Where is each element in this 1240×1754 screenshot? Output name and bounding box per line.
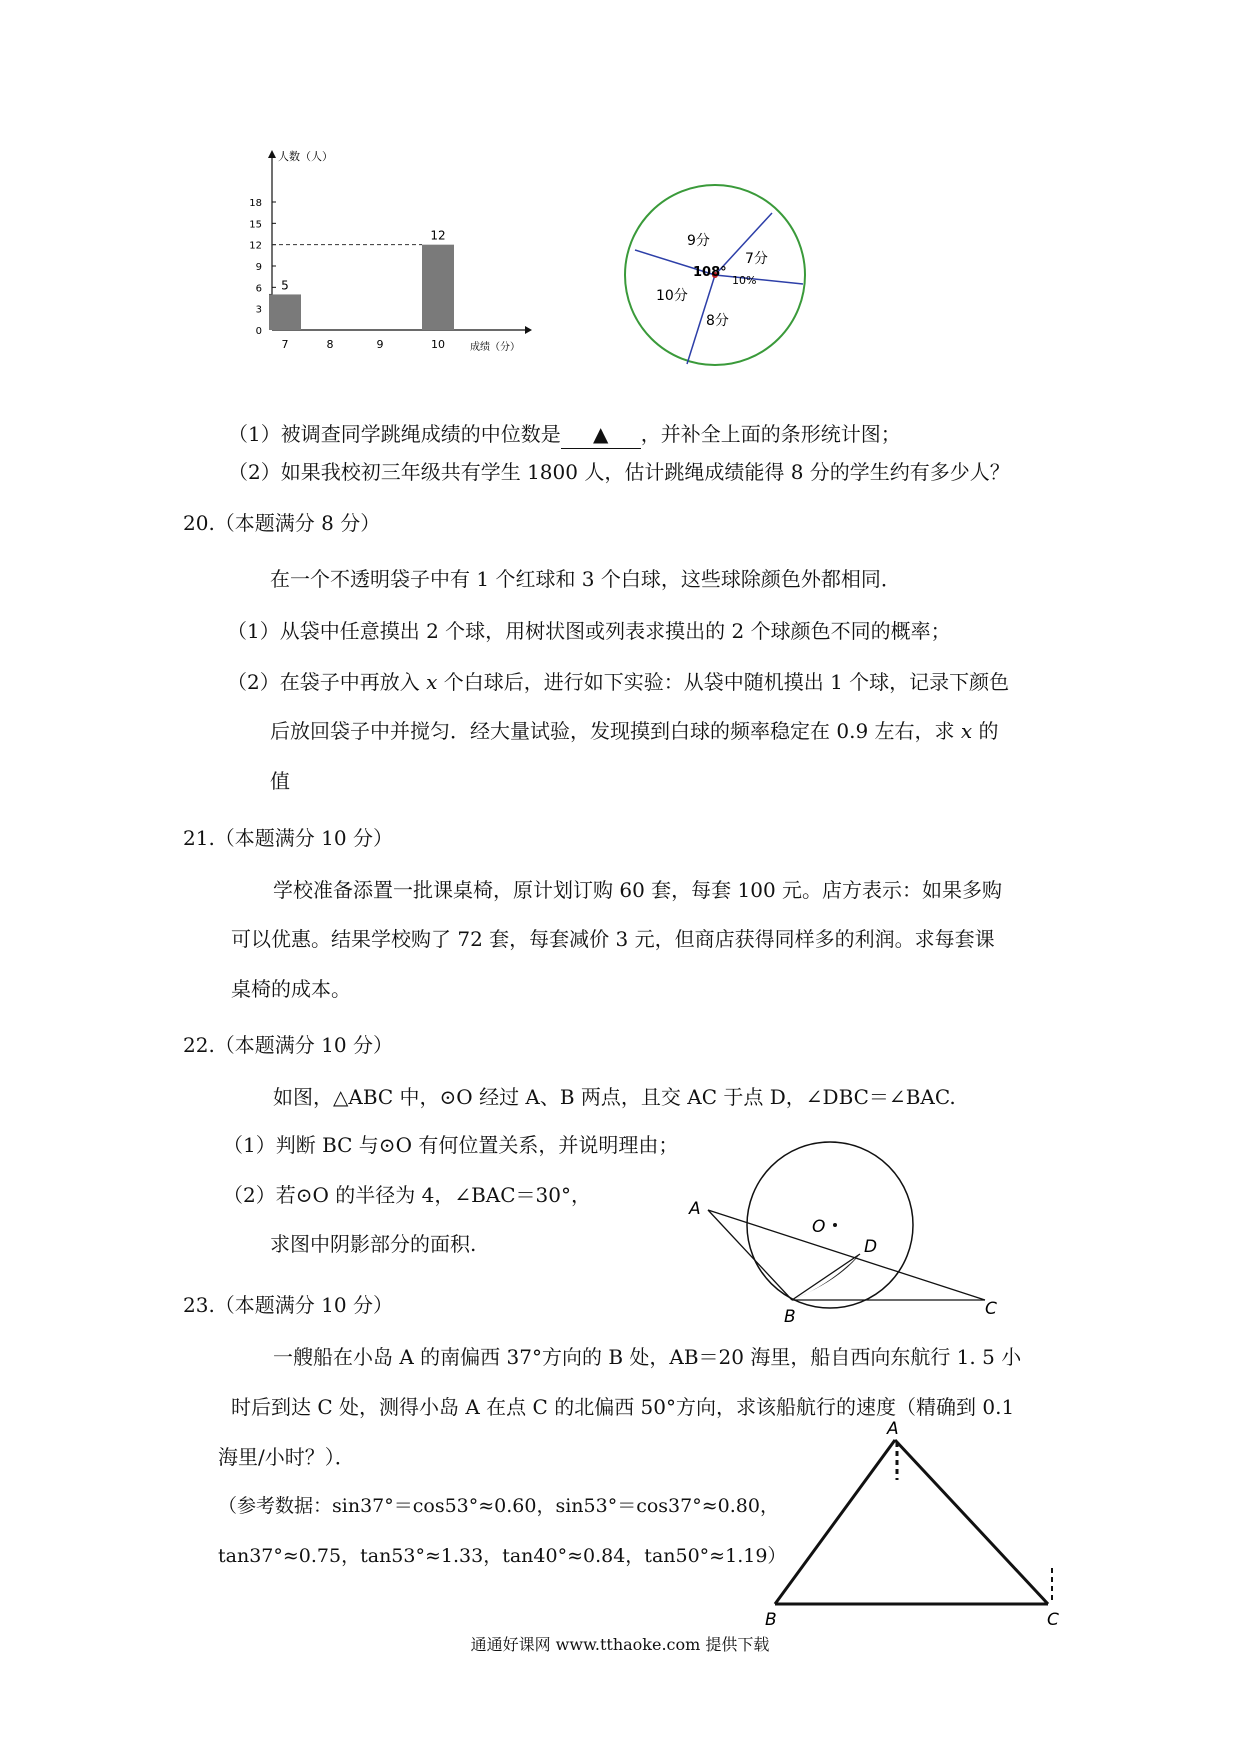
q22-part2-line2: 求图中阴影部分的面积. bbox=[270, 1232, 477, 1256]
y-tick-label: 12 bbox=[249, 240, 262, 252]
bar-value-label: 12 bbox=[430, 228, 446, 243]
pie-angle-annotation: 108° bbox=[693, 265, 727, 280]
y-tick-label: 18 bbox=[249, 198, 262, 209]
label-d: D bbox=[864, 1237, 878, 1257]
q23-figure bbox=[765, 1420, 1075, 1630]
q23-line1: 一艘船在小岛 A 的南偏西 37°方向的 B 处，AB＝20 海里，船自西向东航行 1. 5 小 bbox=[273, 1345, 1022, 1369]
y-axis-arrow bbox=[268, 150, 276, 158]
x-axis-title: 成绩（分） bbox=[470, 342, 520, 353]
answer-blank: ▲ bbox=[561, 420, 641, 449]
y-axis-title: 人数（人） bbox=[278, 150, 333, 163]
label-a: A bbox=[887, 1420, 899, 1439]
bar-7 bbox=[269, 294, 301, 330]
q20-intro: 在一个不透明袋子中有 1 个红球和 3 个白球，这些球除颜色外都相同． bbox=[270, 567, 901, 591]
q23-reference-1: （参考数据：sin37°＝cos53°≈0.60，sin53°＝cos37°≈0.80， bbox=[218, 1495, 779, 1517]
pie-divider-3 bbox=[715, 275, 803, 284]
pie-chart bbox=[620, 180, 810, 370]
q22-intro: 如图，△ABC 中，⊙O 经过 A、B 两点，且交 AC 于点 D，∠DBC＝∠BAC. bbox=[273, 1085, 956, 1109]
label-a: A bbox=[689, 1199, 701, 1219]
x-tick-label: 7 bbox=[281, 338, 289, 351]
x-tick-label: 8 bbox=[326, 338, 334, 351]
x-tick-label: 9 bbox=[376, 338, 384, 351]
q23-heading: 23.（本题满分 10 分） bbox=[183, 1293, 393, 1317]
y-tick-label: 9 bbox=[255, 262, 262, 273]
q20-heading: 20.（本题满分 8 分） bbox=[183, 511, 381, 535]
q22-figure bbox=[680, 1130, 1010, 1330]
label-b: B bbox=[784, 1307, 796, 1327]
y-tick-label: 0 bbox=[255, 326, 262, 337]
pie-percent-annotation: 10% bbox=[732, 274, 757, 287]
q21-line2: 可以优惠。结果学校购了 72 套，每套减价 3 元，但商店获得同样多的利润。求每套课 bbox=[231, 927, 995, 951]
bar-10 bbox=[422, 245, 454, 330]
bar-value-label: 5 bbox=[281, 278, 289, 293]
q19-part1: （1）被调查同学跳绳成绩的中位数是 ▲ ，并补全上面的条形统计图； bbox=[228, 420, 901, 449]
y-tick-label: 15 bbox=[249, 219, 262, 231]
label-c: C bbox=[1047, 1610, 1059, 1630]
q23-line2: 时后到达 C 处，测得小岛 A 在点 C 的北偏西 50°方向，求该船航行的速度（精确到 0.1 bbox=[231, 1395, 1015, 1419]
q22-part1: （1）判断 BC 与⊙O 有何位置关系，并说明理由； bbox=[223, 1133, 679, 1157]
pie-label-10: 10分 bbox=[656, 288, 688, 304]
label-b: B bbox=[765, 1610, 777, 1630]
segment-ab bbox=[775, 1440, 895, 1604]
q20-part2-line3: 值 bbox=[270, 769, 290, 793]
q20-part2-line1: （2）在袋子中再放入 x 个白球后，进行如下实验：从袋中随机摸出 1 个球，记录下颜色 bbox=[227, 670, 1010, 694]
x-tick-label: 10 bbox=[431, 338, 445, 351]
pie-label-7: 7分 bbox=[745, 251, 768, 267]
page-footer: 通通好课网 www.tthaoke.com 提供下载 bbox=[470, 1635, 770, 1654]
circle-o bbox=[747, 1142, 913, 1308]
center-dot bbox=[833, 1223, 837, 1227]
q23-reference-2: tan37°≈0.75，tan53°≈1.33，tan40°≈0.84，tan50°≈1.19） bbox=[218, 1545, 787, 1567]
q19-part2: （2）如果我校初三年级共有学生 1800 人，估计跳绳成绩能得 8 分的学生约有多少人？ bbox=[228, 460, 1010, 484]
pie-label-9: 9分 bbox=[687, 233, 710, 249]
q22-part2: （2）若⊙O 的半径为 4，∠BAC＝30°， bbox=[223, 1183, 591, 1207]
segment-bd bbox=[792, 1254, 860, 1300]
q23-line3: 海里/小时？）． bbox=[218, 1445, 355, 1469]
q20-part1: （1）从袋中任意摸出 2 个球，用树状图或列表求摸出的 2 个球颜色不同的概率； bbox=[227, 619, 951, 643]
y-tick-label: 3 bbox=[255, 304, 262, 316]
label-c: C bbox=[985, 1299, 997, 1319]
y-tick-label: 6 bbox=[255, 283, 262, 295]
bar-chart bbox=[240, 150, 600, 400]
q21-line1: 学校准备添置一批课桌椅，原计划订购 60 套，每套 100 元。店方表示：如果多购 bbox=[273, 878, 1003, 902]
q20-part2-line2: 后放回袋子中并搅匀．经大量试验，发现摸到白球的频率稳定在 0.9 左右，求 x 的 bbox=[270, 719, 999, 743]
pie-label-8: 8分 bbox=[706, 313, 729, 329]
segment-ac bbox=[895, 1440, 1048, 1604]
label-o: O bbox=[812, 1217, 826, 1237]
q21-heading: 21.（本题满分 10 分） bbox=[183, 826, 393, 850]
q21-line3: 桌椅的成本。 bbox=[231, 977, 351, 1001]
x-axis-arrow bbox=[525, 326, 532, 334]
q22-heading: 22.（本题满分 10 分） bbox=[183, 1033, 393, 1057]
